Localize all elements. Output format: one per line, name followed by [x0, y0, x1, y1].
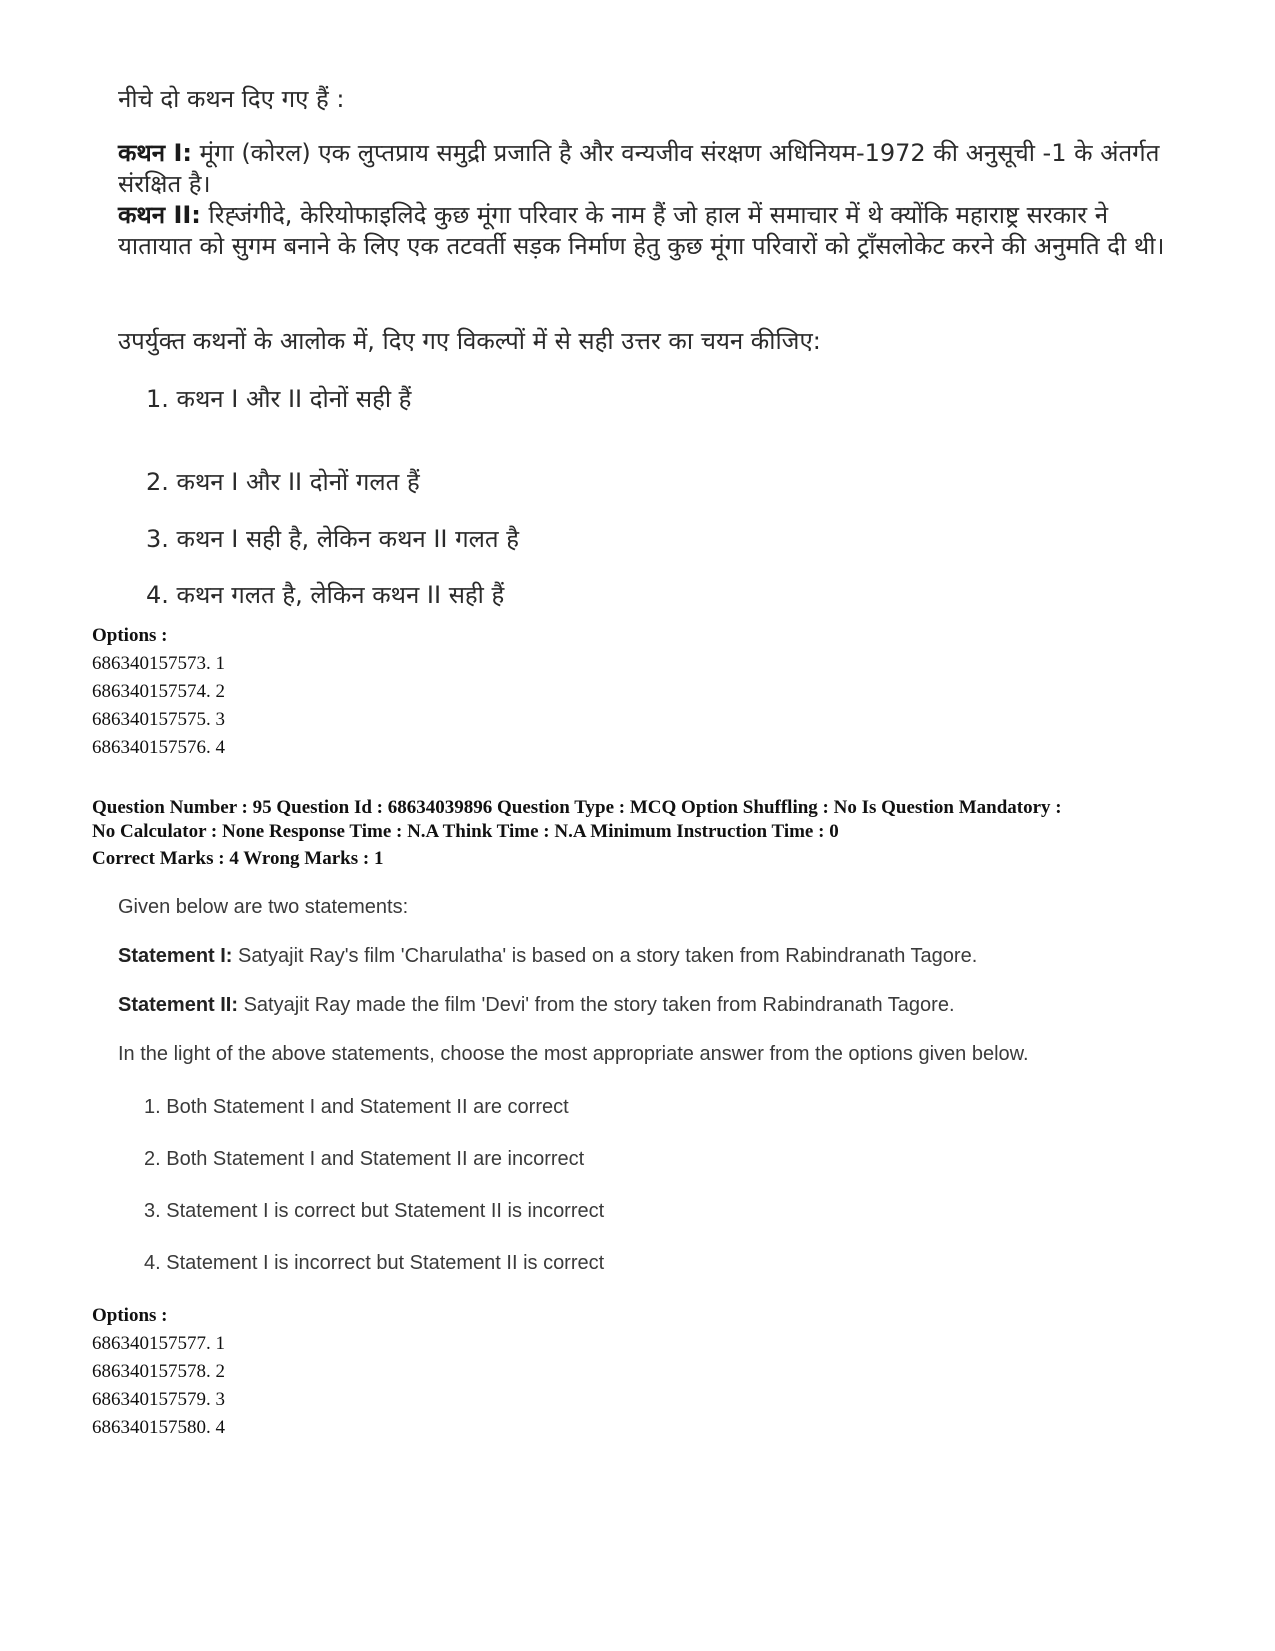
option-id-item: 686340157579. 3	[92, 1389, 225, 1410]
answer-choice-4: 4. कथन गलत है, लेकिन कथन II सही हैं	[146, 581, 505, 609]
metadata-line-2: No Calculator : None Response Time : N.A Think Time : N.A Minimum Instruction Time : 0	[92, 821, 839, 842]
statement-2	[118, 200, 1178, 262]
answer-choice-2: 2. कथन I और II दोनों गलत हैं	[146, 468, 420, 496]
answer-choice-4: 4. Statement I is incorrect but Statement II is correct	[144, 1252, 605, 1274]
statement-1	[118, 945, 977, 968]
answer-choice-1: 1. Both Statement I and Statement II are correct	[144, 1096, 569, 1118]
answer-choice-3: 3. कथन I सही है, लेकिन कथन II गलत है	[146, 525, 519, 553]
answer-choice-3: 3. Statement I is correct but Statement II is incorrect	[144, 1200, 605, 1222]
option-id-item: 686340157575. 3	[92, 709, 225, 730]
option-id-item: 686340157577. 1	[92, 1333, 225, 1354]
option-id-item: 686340157578. 2	[92, 1361, 225, 1382]
options-title: Options :	[92, 625, 168, 646]
answer-choice-1: 1. कथन I और II दोनों सही हैं	[146, 385, 412, 413]
statement-1-text: मूंगा (कोरल) एक लुप्तप्राय समुद्री प्रजाति है और वन्यजीव संरक्षण अधिनियम-1972 की अनुसूची -1 के अंतर्गत संरक्षित है।	[118, 139, 1160, 198]
statement-1-text: Satyajit Ray's film 'Charulatha' is based on a story taken from Rabindranath Tagore.	[232, 945, 978, 967]
answer-choice-2: 2. Both Statement I and Statement II are incorrect	[144, 1148, 585, 1170]
question-intro: Given below are two statements:	[118, 896, 409, 918]
marks-line: Correct Marks : 4 Wrong Marks : 1	[92, 848, 384, 869]
statement-1-label: Statement I:	[118, 945, 233, 967]
statement-2-text: रिह्जंगीदे, केरियोफाइलिदे कुछ मूंगा परिवार के नाम हैं जो हाल में समाचार में थे क्योंकि महाराष्ट्र सरकार ने यातायात को सुगम बनाने के लिए एक तटवर्ती सड़क निर्माण हेतु कुछ मूंगा परिवारों को ट्राँसलोकेट करने की अनुमति दी थी।	[118, 201, 1165, 260]
option-id-item: 686340157573. 1	[92, 653, 225, 674]
option-id-item: 686340157580. 4	[92, 1417, 225, 1438]
options-title: Options :	[92, 1305, 168, 1326]
question-instruction: In the light of the above statements, choose the most appropriate answer from the options given below.	[118, 1043, 1029, 1065]
metadata-line-1: Question Number : 95 Question Id : 68634039896 Question Type : MCQ Option Shuffling : No Is Question Mandatory :	[92, 797, 1062, 818]
question-metadata	[92, 796, 1212, 871]
statement-1-label: कथन I:	[118, 139, 192, 167]
statement-1	[118, 138, 1178, 200]
statement-2-text: Satyajit Ray made the film 'Devi' from the story taken from Rabindranath Tagore.	[238, 994, 955, 1016]
statement-2-label: कथन II:	[118, 201, 201, 229]
options-list	[92, 622, 225, 762]
question-instruction: उपर्युक्त कथनों के आलोक में, दिए गए विकल्पों में से सही उत्तर का चयन कीजिए:	[118, 327, 821, 355]
option-id-item: 686340157574. 2	[92, 681, 225, 702]
statement-2	[118, 994, 955, 1017]
question-intro: नीचे दो कथन दिए गए हैं :	[118, 85, 345, 113]
option-id-item: 686340157576. 4	[92, 737, 225, 758]
options-list	[92, 1302, 225, 1442]
statement-2-label: Statement II:	[118, 994, 239, 1016]
